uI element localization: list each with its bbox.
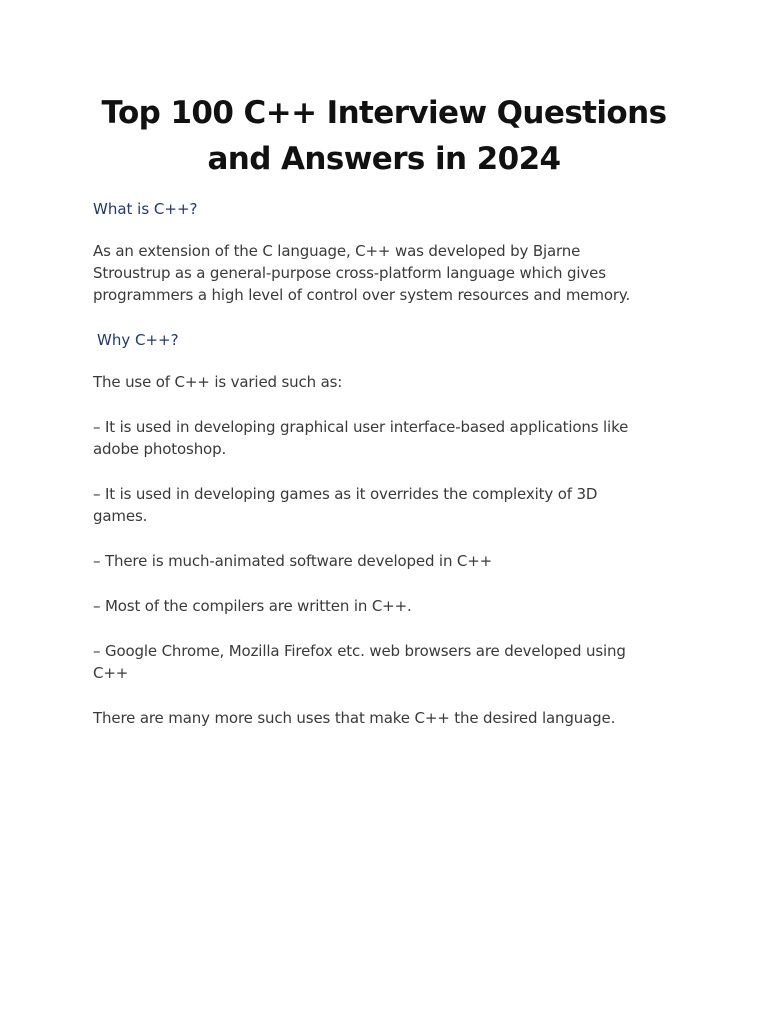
list-item-use-3 <box>93 550 678 572</box>
document-title <box>60 90 708 182</box>
list-item-use-1 <box>93 416 678 460</box>
paragraph-closing: There are many more such uses that make C++ the desired language. <box>93 709 616 727</box>
document-body <box>93 198 678 729</box>
use-1-line-2: adobe photoshop. <box>93 440 227 458</box>
title-line-1: Top 100 C++ Interview Questions <box>101 95 667 131</box>
section-heading-what: What is C++? <box>93 200 198 218</box>
use-5-line-2: C++ <box>93 664 129 682</box>
list-item-use-2 <box>93 483 678 527</box>
use-1-line-1: – It is used in developing graphical user interface-based applications like <box>93 418 629 436</box>
paragraph-what-line-2: Stroustrup as a general-purpose cross-platform language which gives <box>93 264 606 282</box>
use-2-line-1: – It is used in developing games as it overrides the complexity of 3D <box>93 485 598 503</box>
paragraph-what-line-3: programmers a high level of control over system resources and memory. <box>93 286 631 304</box>
list-item-use-5 <box>93 640 678 684</box>
list-item-use-4 <box>93 595 678 617</box>
paragraph-uses-intro: The use of C++ is varied such as: <box>93 373 343 391</box>
paragraph-what-line-1: As an extension of the C language, C++ was developed by Bjarne <box>93 242 581 260</box>
use-4-line-1: – Most of the compilers are written in C++. <box>93 597 412 615</box>
use-3-line-1: – There is much-animated software developed in C++ <box>93 552 493 570</box>
paragraph-what <box>93 240 678 306</box>
use-2-line-2: games. <box>93 507 148 525</box>
title-line-2: and Answers in 2024 <box>207 141 561 177</box>
use-5-line-1: – Google Chrome, Mozilla Firefox etc. web browsers are developed using <box>93 642 626 660</box>
section-heading-why: Why C++? <box>97 331 179 349</box>
